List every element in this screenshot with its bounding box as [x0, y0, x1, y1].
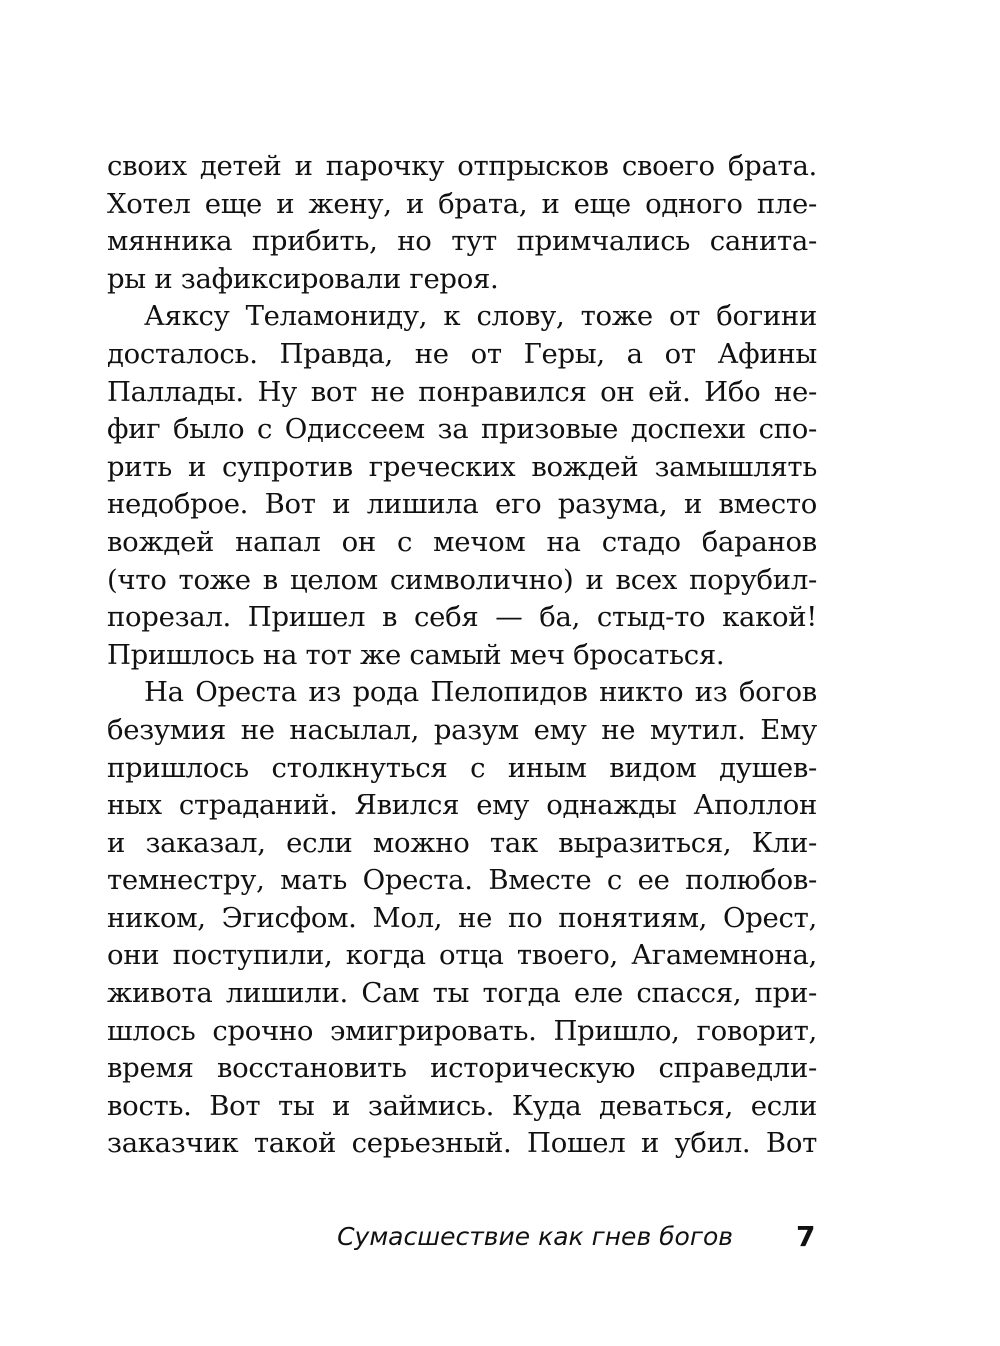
- running-title: Сумасшествие как гнев богов: [337, 1222, 733, 1251]
- text-line: темнестру, мать Ореста. Вместе с ее полюбов-: [107, 864, 817, 897]
- text-line: досталось. Правда, не от Геры, а от Афины: [107, 337, 817, 370]
- text-line: пришлось столкнуться с иным видом душев-: [107, 751, 817, 784]
- text-line: мянника прибить, но тут примчались санита-: [107, 225, 817, 258]
- text-line: они поступили, когда отца твоего, Агамемнона,: [107, 939, 817, 972]
- text-line: безумия не насылал, разум ему не мутил. Ему: [107, 713, 817, 746]
- text-line: вождей напал он с мечом на стадо баранов: [107, 525, 817, 558]
- text-line: заказчик такой серьезный. Пошел и убил. Вот: [107, 1127, 817, 1160]
- text-line: ных страданий. Явился ему однажды Аполлон: [107, 789, 817, 822]
- text-line: шлось срочно эмигрировать. Пришло, говорит,: [107, 1014, 817, 1047]
- text-line: Паллады. Ну вот не понравился он ей. Ибо не-: [107, 375, 817, 408]
- text-line: порезал. Пришел в себя — ба, стыд-то какой!: [107, 601, 817, 634]
- text-line: Хотел еще и жену, и брата, и еще одного пле-: [107, 187, 817, 220]
- text-line: вость. Вот ты и займись. Куда деваться, если: [107, 1089, 817, 1122]
- paragraph-2: [107, 298, 817, 674]
- paragraph-3: [107, 674, 817, 1163]
- text-line: недоброе. Вот и лишила его разума, и вместо: [107, 488, 817, 521]
- text-line: Пришлось на тот же самый меч бросаться.: [107, 638, 725, 671]
- text-line: ником, Эгисфом. Мол, не по понятиям, Орест,: [107, 901, 817, 934]
- text-line: рить и супротив греческих вождей замышлять: [107, 450, 817, 483]
- text-line: время восстановить историческую справедли-: [107, 1052, 817, 1085]
- text-line: ры и зафиксировали героя.: [107, 262, 499, 295]
- paragraph-1: [107, 148, 817, 298]
- text-line: Аяксу Теламониду, к слову, тоже от богини: [144, 300, 817, 333]
- text-line: На Ореста из рода Пелопидов никто из богов: [144, 676, 817, 709]
- page-number: 7: [796, 1220, 816, 1253]
- text-line: своих детей и парочку отпрысков своего брата.: [107, 150, 817, 182]
- text-line: фиг было с Одиссеем за призовые доспехи спо-: [107, 413, 817, 446]
- page-footer: [0, 1222, 1000, 1262]
- text-line: (что тоже в целом символично) и всех порубил-: [107, 563, 817, 596]
- text-line: живота лишили. Сам ты тогда еле спасся, при-: [107, 977, 817, 1010]
- text-line: и заказал, если можно так выразиться, Кли-: [107, 826, 817, 859]
- body-text: [107, 148, 817, 1163]
